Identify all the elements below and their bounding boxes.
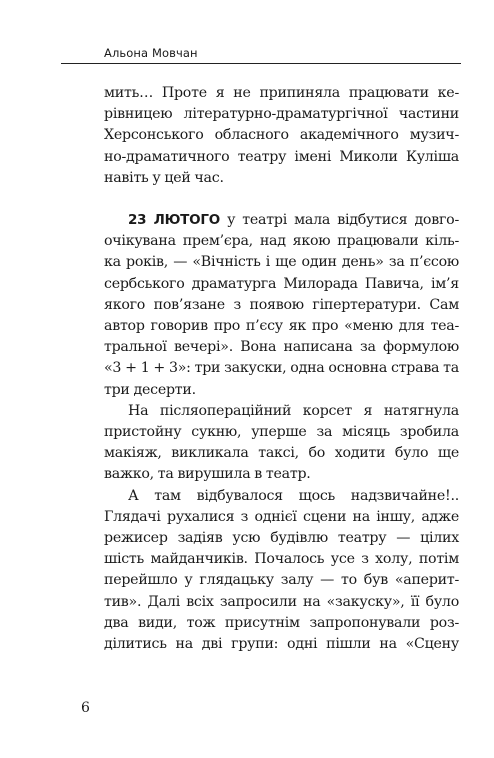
text-line: тив». Далі всіх запросили на «закуску», її було: [104, 593, 459, 610]
text-line: шість майданчиків. Почалось усе з холу, потім: [104, 551, 459, 568]
date-lead: 23 ЛЮТОГО: [128, 212, 220, 229]
text-line: но-драматичного театру імені Миколи Куліша: [104, 148, 459, 165]
text-line: пристойну сукню, уперше за місяць зробила: [104, 424, 459, 441]
text-line: ділитись на дві групи: одні пішли на «Сцену: [104, 636, 459, 653]
text-line: сербського драматурга Милорада Павича, ім’я: [104, 275, 459, 292]
page-number: 6: [81, 700, 90, 716]
text-fragment: у театрі мала відбутися довго-: [219, 212, 459, 229]
text-line: «3 + 1 + 3»: три закуски, одна основна страва та: [104, 360, 459, 377]
text-line: А там відбувалося щось надзвичайне!..: [128, 487, 459, 504]
running-head-author: Альона Мовчан: [104, 46, 198, 60]
paragraph-4: [104, 486, 459, 656]
text-line: Херсонського обласного академічного музич-: [104, 127, 459, 144]
text-line: мить… Проте я не припиняла працювати ке-: [104, 85, 459, 101]
text-line: автор говорив про п’єсу як про «меню для теа-: [104, 318, 459, 335]
text-line: три десерти.: [104, 381, 196, 398]
text-line: Глядачі рухалися з однієї сцени на іншу, адже: [104, 508, 459, 525]
text-line: очікувана прем’єра, над якою працювали кіль-: [104, 233, 459, 250]
paragraph-1: [104, 83, 459, 189]
text-line: навіть у цей час.: [104, 169, 224, 186]
text-line: якого пов’язане з появою гіпертератури. Сам: [104, 296, 459, 313]
paragraph-gap: [104, 189, 459, 210]
text-line: рівницею літературно-драматургічної частини: [104, 106, 459, 123]
paragraph-2: [104, 210, 459, 401]
text-line: тральної вечері». Вона написана за формулою: [104, 339, 459, 356]
text-line: режисер задіяв усю будівлю театру — цілих: [104, 530, 459, 547]
text-line: важко, та вирушила в театр.: [104, 466, 311, 483]
text-line: [104, 210, 459, 231]
body-text: [104, 83, 459, 655]
text-line: перейшло у глядацьку залу — то був «аперит-: [104, 572, 459, 589]
text-line: ка років, — «Вічність і ще один день» за п’єсою: [104, 254, 459, 271]
text-line: макіяж, викликала таксі, бо ходити було ще: [104, 445, 459, 462]
text-line: На післяопераційний корсет я натягнула: [128, 402, 459, 419]
paragraph-3: [104, 401, 459, 486]
text-line: два види, тож присутнім запропонували роз-: [104, 614, 459, 631]
header-rule: [61, 63, 461, 64]
